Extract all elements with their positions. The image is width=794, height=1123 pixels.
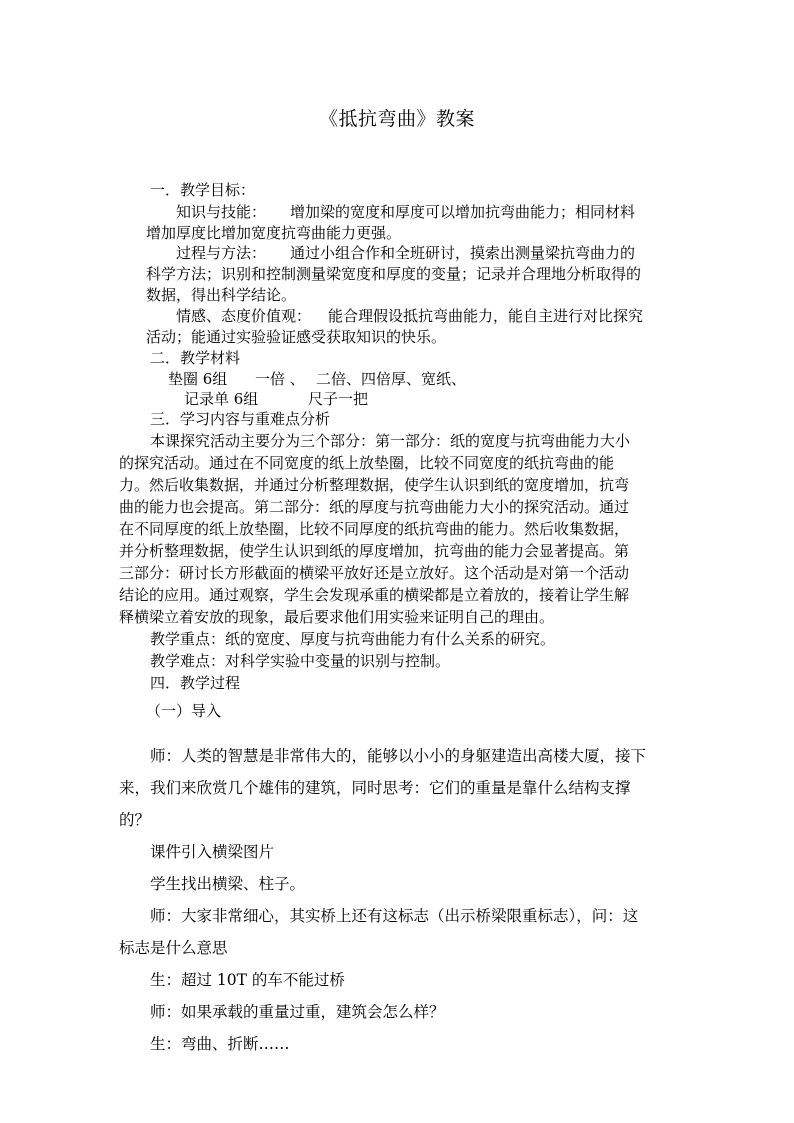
objective-knowledge-label: 知识与技能： bbox=[176, 203, 267, 221]
section-heading-materials: 二．教学材料 bbox=[150, 349, 241, 367]
process-student-line-1: 学生找出横梁、柱子。 bbox=[150, 875, 306, 893]
analysis-line-5: 在不同厚度的纸上放垫圈，比较不同厚度的纸抗弯曲的能力。然后收集数据， bbox=[119, 520, 630, 538]
analysis-line-6: 并分析整理数据，使学生认识到纸的厚度增加，抗弯曲的能力会显著提高。第 bbox=[119, 542, 630, 560]
process-teacher-line-6: 师：如果承载的重量过重，建筑会怎么样？ bbox=[150, 1003, 445, 1021]
process-teacher-line-4a: 师：大家非常细心，其实桥上还有这标志（出示桥梁限重标志），问：这 bbox=[150, 907, 639, 925]
objective-knowledge-text-1: 增加梁的宽度和厚度可以增加抗弯曲能力；相同材料 bbox=[290, 203, 636, 221]
objective-process-text-1: 通过小组合作和全班研讨，摸索出测量梁抗弯曲力的 bbox=[290, 244, 636, 262]
objective-process-text-2: 科学方法；识别和控制测量梁宽度和厚度的变量；记录并合理地分析取得的 bbox=[146, 265, 642, 283]
objective-process-text-3: 数据，得出科学结论。 bbox=[146, 286, 297, 304]
section-heading-objectives: 一．教学目标： bbox=[150, 181, 256, 199]
objective-attitude-text-2: 活动；能通过实验验证感受获取知识的快乐。 bbox=[146, 328, 447, 346]
process-teacher-line-1b: 来，我们来欣赏几个雄伟的建筑，同时思考：它们的重量是靠什么结构支撑 bbox=[119, 779, 631, 797]
analysis-line-3: 力。然后收集数据，并通过分析整理数据，使学生认识到纸的宽度增加，抗弯 bbox=[119, 476, 630, 494]
objective-attitude-label: 情感、态度价值观： bbox=[176, 307, 312, 325]
document-title: 《抵抗弯曲》教案 bbox=[318, 108, 475, 130]
analysis-line-9: 释横梁立着安放的现象，最后要求他们用实验来证明自己的理由。 bbox=[119, 608, 555, 626]
section-heading-process: 四．教学过程 bbox=[150, 674, 241, 692]
objective-knowledge-text-2: 增加厚度比增加宽度抗弯曲能力更强。 bbox=[146, 224, 402, 242]
process-student-line-3: 生：弯曲、折断…… bbox=[150, 1035, 290, 1053]
analysis-line-4: 曲的能力也会提高。第二部分：纸的厚度与抗弯曲能力大小的探究活动。通过 bbox=[119, 498, 630, 516]
objective-process-label: 过程与方法： bbox=[176, 244, 267, 262]
analysis-line-8: 结论的应用。通过观察，学生会发现承重的横梁都是立着放的，接着让学生解 bbox=[119, 586, 630, 604]
process-teacher-line-1a: 师：人类的智慧是非常伟大的，能够以小小的身躯建造出高楼大厦，接下 bbox=[150, 747, 647, 765]
materials-single: 一倍 、 bbox=[255, 370, 305, 388]
process-teacher-line-4b: 标志是什么意思 bbox=[119, 939, 228, 957]
analysis-line-2: 的探究活动。通过在不同宽度的纸上放垫圈，比较不同宽度的纸抗弯曲的能 bbox=[119, 454, 615, 472]
process-courseware-line: 课件引入横梁图片 bbox=[150, 843, 275, 861]
process-teacher-line-1c: 的？ bbox=[119, 811, 151, 829]
section-heading-analysis: 三．学习内容与重难点分析 bbox=[150, 410, 331, 428]
objective-attitude-text-1: 能合理假设抵抗弯曲能力，能自主进行对比探究 bbox=[328, 307, 644, 325]
materials-washers: 垫圈 6组 bbox=[168, 370, 228, 388]
analysis-line-1: 本课探究活动主要分为三个部分：第一部分：纸的宽度与抗弯曲能力大小 bbox=[150, 432, 631, 450]
materials-ruler: 尺子一把 bbox=[308, 390, 369, 408]
analysis-key-point: 教学重点：纸的宽度、厚度与抗弯曲能力有什么关系的研究。 bbox=[150, 630, 556, 648]
materials-record-sheet: 记录单 6组 bbox=[184, 390, 259, 408]
materials-papers: 二倍、四倍厚、宽纸、 bbox=[316, 370, 467, 388]
process-student-line-2: 生：超过 10T 的车不能过桥 bbox=[150, 971, 345, 989]
analysis-difficulty: 教学难点：对科学实验中变量的识别与控制。 bbox=[150, 652, 451, 670]
analysis-line-7: 三部分：研讨长方形截面的横梁平放好还是立放好。这个活动是对第一个活动 bbox=[119, 564, 630, 582]
process-subheading-intro: （一）导入 bbox=[146, 702, 222, 720]
